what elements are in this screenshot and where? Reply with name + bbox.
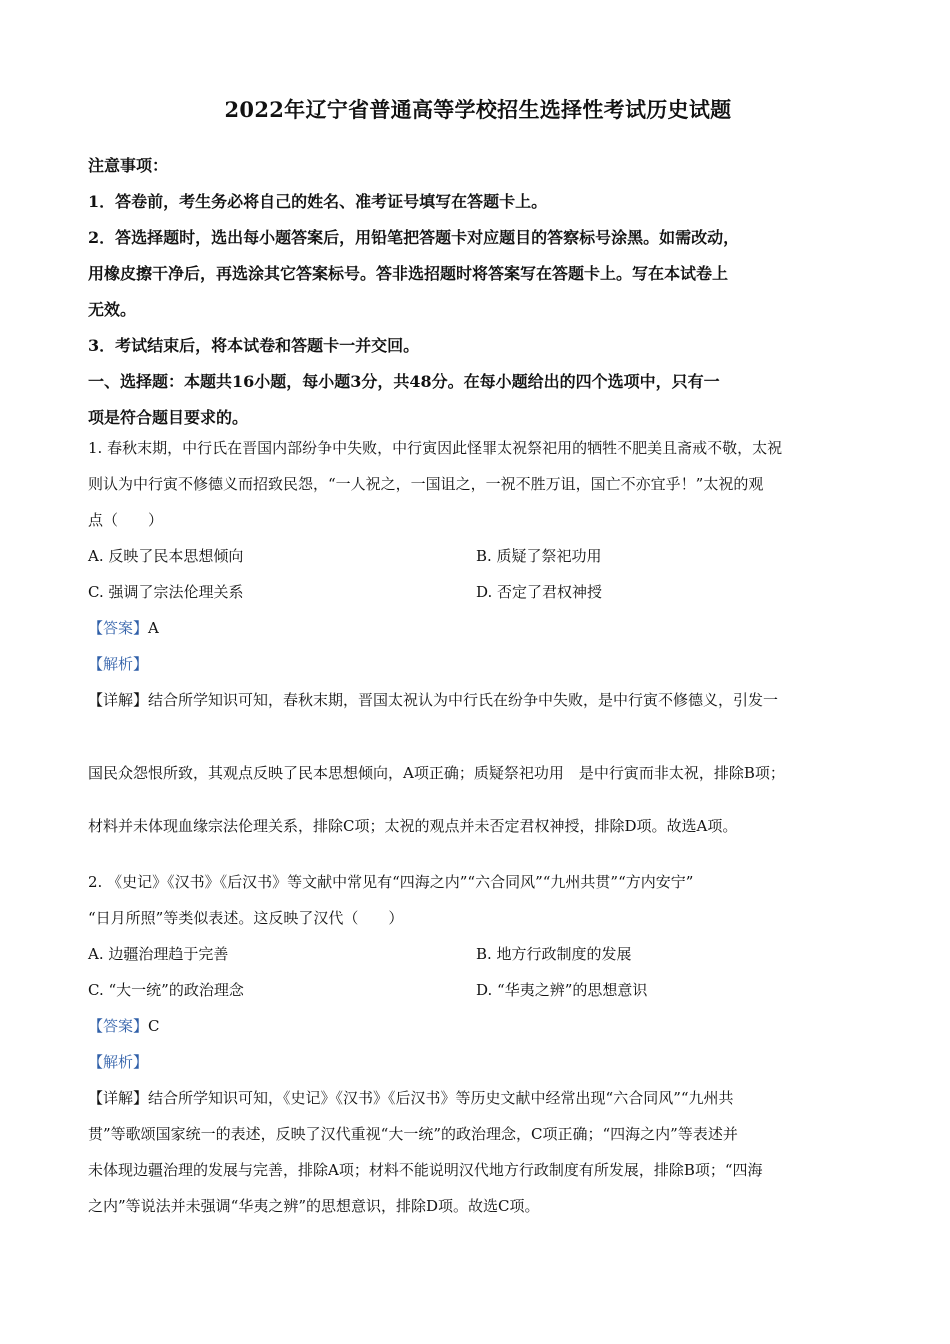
notice-item: 3．考试结束后，将本试卷和答题卡一并交回。 — [88, 336, 420, 355]
detail-tag: 【详解】 — [88, 691, 149, 709]
notice-item: 无效。 — [88, 300, 137, 319]
answer-tag: 【答案】 — [88, 619, 149, 637]
answer-line — [88, 610, 868, 646]
answer-value: A — [148, 619, 159, 637]
question-2 — [88, 864, 868, 1224]
detail-text: 结合所学知识可知，春秋末期，晋国太祝认为中行氏在纷争中失败，是中行寅不修德义，引发一 — [148, 691, 779, 709]
answer-value: C — [148, 1017, 160, 1035]
detail-tag: 【详解】 — [88, 1089, 149, 1107]
detail-line: 贯”等歌颂国家统一的表述，反映了汉代重视“大一统”的政治理念，C项正确；“四海之内”等表述并 — [88, 1125, 738, 1143]
answer-tag: 【答案】 — [88, 1017, 149, 1035]
option-c: C. 强调了宗法伦理关系 — [88, 583, 244, 601]
detail-line: 材料并未体现血缘宗法伦理关系，排除C项；太祝的观点并未否定君权神授，排除D项。故选A项。 — [88, 817, 738, 835]
notice-item: 1．答卷前，考生务必将自己的姓名、准考证号填写在答题卡上。 — [88, 192, 548, 211]
detail-line: 国民众怨恨所致，其观点反映了民本思想倾向，A项正确；质疑祭祀功用 是中行寅而非太祝，排除B项； — [88, 764, 785, 782]
options — [88, 936, 868, 1008]
page-title: 2022年辽宁省普通高等学校招生选择性考试历史试题 — [224, 97, 732, 122]
notice-heading: 注意事项： — [88, 156, 169, 175]
option-b: B. 地方行政制度的发展 — [476, 945, 632, 963]
notice-block — [88, 148, 868, 436]
options — [88, 538, 868, 610]
question-stem: 2. 《史记》《汉书》《后汉书》等文献中常见有“四海之内”“六合同风”“九州共贯”“方内安宁” — [88, 873, 694, 891]
detail-text: 结合所学知识可知，《史记》《汉书》《后汉书》等历史文献中经常出现“六合同风”“九州共 — [148, 1089, 734, 1107]
question-stem: 1. 春秋末期，中行氏在晋国内部纷争中失败，中行寅因此怪罪太祝祭祀用的牺牲不肥美且斋戒不敬，太祝 — [88, 439, 783, 457]
section-heading: 项是符合题目要求的。 — [88, 408, 249, 427]
option-a: A. 边疆治理趋于完善 — [88, 945, 229, 963]
notice-item: 2．答选择题时，选出每小题答案后，用铅笔把答题卡对应题目的答察标号涂黑。如需改动， — [88, 228, 740, 247]
question-stem: 则认为中行寅不修德义而招致民怨，“一人祝之，一国诅之，一祝不胜万诅，国亡不亦宜乎！”太祝的观 — [88, 475, 764, 493]
section-heading: 一、选择题：本题共16小题，每小题3分，共48分。在每小题给出的四个选项中，只有一 — [88, 372, 720, 391]
analysis-tag: 【解析】 — [88, 1053, 149, 1071]
detail-line: 之内”等说法并未强调“华夷之辨”的思想意识，排除D项。故选C项。 — [88, 1197, 540, 1215]
answer-line — [88, 1008, 868, 1044]
detail-line — [88, 1080, 868, 1116]
question-stem: 点（ ） — [88, 511, 164, 529]
detail-line — [88, 682, 868, 718]
option-b: B. 质疑了祭祀功用 — [476, 547, 602, 565]
analysis-tag: 【解析】 — [88, 655, 149, 673]
option-c: C. “大一统”的政治理念 — [88, 981, 244, 999]
option-d: D. 否定了君权神授 — [476, 583, 603, 601]
question-1 — [88, 430, 868, 852]
option-a: A. 反映了民本思想倾向 — [88, 547, 244, 565]
question-stem: “日月所照”等类似表述。这反映了汉代（ ） — [88, 909, 404, 927]
option-d: D. “华夷之辨”的思想意识 — [476, 981, 648, 999]
analysis-line — [88, 646, 868, 682]
notice-item: 用橡皮擦干净后，再选涂其它答案标号。答非选招题时将答案写在答题卡上。写在本试卷上 — [88, 264, 729, 283]
detail-line: 未体现边疆治理的发展与完善，排除A项；材料不能说明汉代地方行政制度有所发展，排除B项；“四海 — [88, 1161, 763, 1179]
analysis-line — [88, 1044, 868, 1080]
